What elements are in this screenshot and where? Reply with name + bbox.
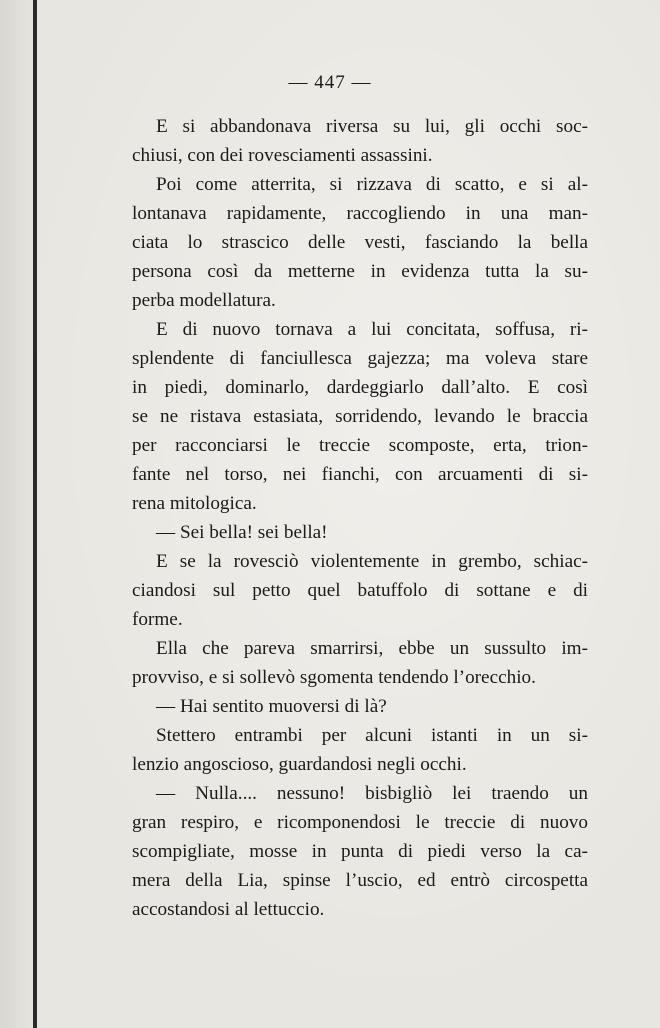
text-line: — Sei bella! sei bella! — [156, 522, 328, 543]
text-line: perba modellatura. — [132, 290, 276, 311]
binding-edge — [33, 0, 37, 1028]
text-line: Poi come atterrita, si rizzava di scatto, e si al- — [156, 174, 588, 195]
text-line: lenzio angoscioso, guardandosi negli occhi. — [132, 754, 467, 775]
text-line: fante nel torso, nei fianchi, con arcuamenti di si- — [132, 464, 588, 485]
text-line: persona così da metterne in evidenza tutta la su- — [132, 261, 588, 282]
text-line: splendente di fanciullesca gajezza; ma voleva stare — [132, 348, 588, 369]
text-line: E se la rovesciò violentemente in grembo, schiac- — [156, 551, 588, 572]
text-line: per racconciarsi le treccie scomposte, erta, trion- — [132, 435, 588, 456]
body-text — [132, 112, 588, 924]
text-line: Stettero entrambi per alcuni istanti in un si- — [156, 725, 588, 746]
text-line: se ne ristava estasiata, sorridendo, levando le braccia — [132, 406, 588, 427]
text-line: ciata lo strascico delle vesti, fasciando la bella — [132, 232, 588, 253]
text-line: rena mitologica. — [132, 493, 257, 514]
text-line: E si abbandonava riversa su lui, gli occhi soc- — [156, 116, 588, 137]
text-line: gran respiro, e ricomponendosi le treccie di nuovo — [132, 812, 588, 833]
text-line: ciandosi sul petto quel batuffolo di sottane e di — [132, 580, 588, 601]
text-line: scompigliate, mosse in punta di piedi verso la ca- — [132, 841, 588, 862]
text-line: mera della Lia, spinse l’uscio, ed entrò circospetta — [132, 870, 588, 891]
text-line: in piedi, dominarlo, dardeggiarlo dall’alto. E così — [132, 377, 588, 398]
page-number: — 447 — — [288, 72, 372, 93]
text-line: E di nuovo tornava a lui concitata, soffusa, ri- — [156, 319, 588, 340]
text-line: lontanava rapidamente, raccogliendo in una man- — [132, 203, 588, 224]
text-line: Ella che pareva smarrirsi, ebbe un sussulto im- — [156, 638, 588, 659]
text-line: accostandosi al lettuccio. — [132, 899, 325, 920]
text-line: chiusi, con dei rovesciamenti assassini. — [132, 145, 433, 166]
text-line: provviso, e si sollevò sgomenta tendendo l’orecchio. — [132, 667, 536, 688]
text-line: — Nulla.... nessuno! bisbigliò lei traendo un — [156, 783, 588, 804]
text-line: forme. — [132, 609, 183, 630]
binding-shadow — [0, 0, 33, 1028]
text-line: — Hai sentito muoversi di là? — [156, 696, 387, 717]
